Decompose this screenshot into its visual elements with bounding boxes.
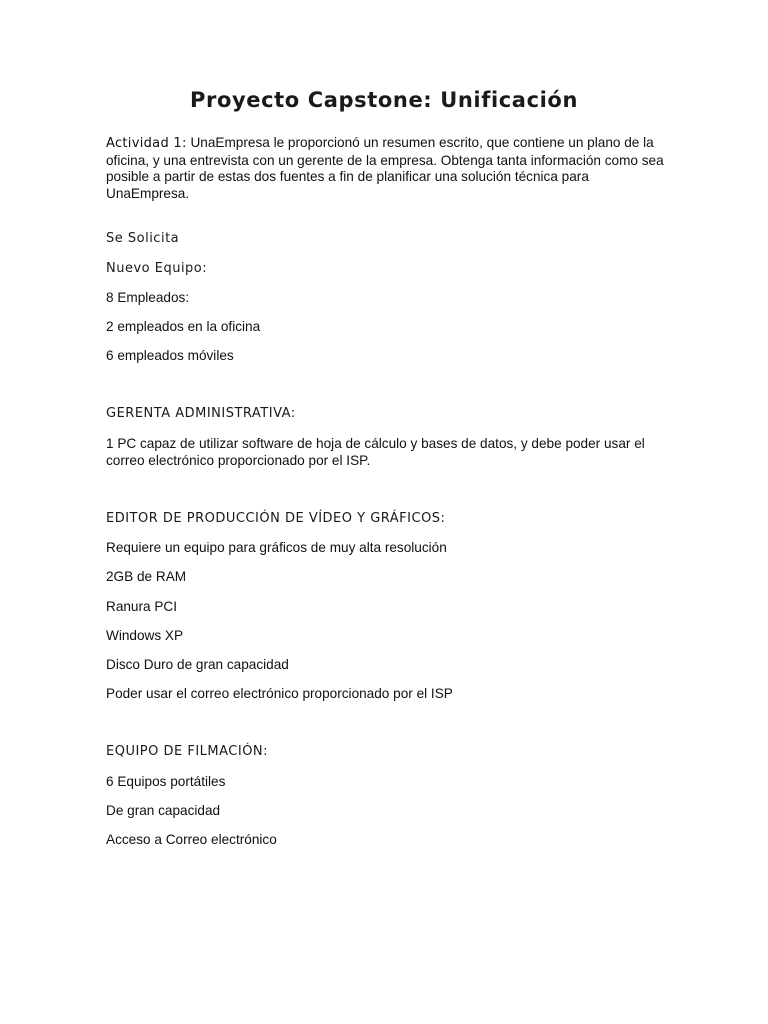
list-item: 2 empleados en la oficina	[106, 319, 261, 334]
list-item: Acceso a Correo electrónico	[106, 832, 277, 847]
subheading-nuevo-equipo: Nuevo Equipo:	[106, 261, 208, 276]
list-item: Windows XP	[106, 628, 184, 643]
list-item: Poder usar el correo electrónico proporcionado por el ISP	[106, 686, 453, 701]
list-item: Ranura PCI	[106, 599, 178, 614]
list-item: Requiere un equipo para gráficos de muy alta resolución	[106, 540, 447, 555]
list-item: 2GB de RAM	[106, 569, 187, 584]
list-item: 6 empleados móviles	[106, 348, 234, 363]
list-item: Disco Duro de gran capacidad	[106, 657, 289, 672]
activity-label: Actividad 1:	[106, 136, 187, 151]
section-heading-gerenta: GERENTA ADMINISTRATIVA:	[106, 406, 296, 421]
list-item: 8 Empleados:	[106, 290, 190, 305]
section-heading-editor: EDITOR DE PRODUCCIÓN DE VÍDEO Y GRÁFICOS:	[106, 511, 446, 526]
list-item: De gran capacidad	[106, 803, 221, 818]
section-heading-filmacion: EQUIPO DE FILMACIÓN:	[106, 744, 269, 759]
document-title: Proyecto Capstone: Unificación	[190, 88, 578, 112]
section-heading-se-solicita: Se Solicita	[106, 231, 180, 246]
intro-paragraph	[106, 135, 666, 202]
gerenta-paragraph: 1 PC capaz de utilizar software de hoja de cálculo y bases de datos, y debe poder usar el correo electrónico proporcionado por el ISP.	[106, 436, 645, 468]
intro-text: UnaEmpresa le proporcionó un resumen escrito, que contiene un plano de la oficina, y una entrevista con un gerente de la empresa. Obtenga tanta información como sea posible a partir de estas dos fuentes a fin de planificar una solución técnica para UnaEmpresa.	[106, 135, 664, 201]
list-item: 6 Equipos portátiles	[106, 774, 226, 789]
